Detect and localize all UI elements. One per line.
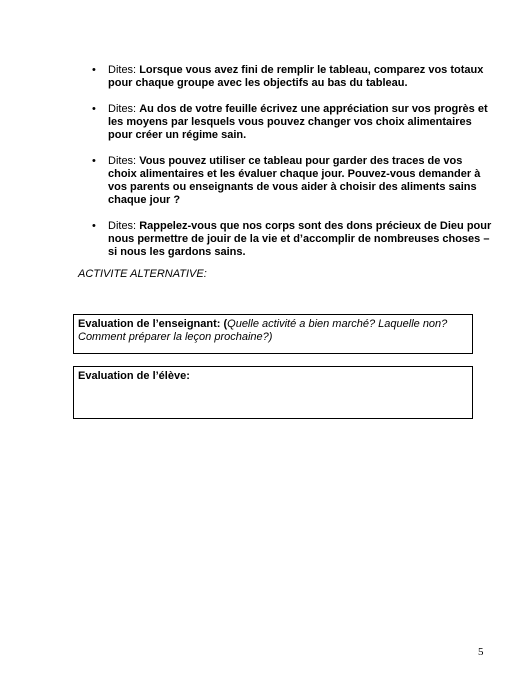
bullet-body: Au dos de votre feuille écrivez une appréciation sur vos progrès et les moyens par lesquels vous pouvez changer vos choix alimentaires pour créer un régime sain. (108, 103, 488, 141)
bullet-lead: Dites: (108, 64, 140, 76)
bullet-marker: • (92, 155, 96, 167)
bullet-lead: Dites: (108, 103, 140, 115)
teacher-evaluation-note: Quelle activité a bien marché? Laquelle non? Comment préparer la leçon prochaine?) (78, 318, 448, 343)
bullet-marker: • (92, 64, 96, 76)
list-item (84, 220, 494, 259)
bullet-body: Vous pouvez utiliser ce tableau pour garder des traces de vos choix alimentaires et les évaluer chaque jour. Pouvez-vous demander à vos parents ou enseignants de vous aider à choisir des aliments sains chaque jour ? (108, 155, 481, 206)
bullet-lead: Dites: (108, 220, 140, 232)
list-item (84, 103, 494, 142)
bullet-text (108, 220, 491, 258)
student-evaluation-box (73, 366, 473, 419)
student-evaluation-label: Evaluation de l’élève: (78, 370, 190, 382)
instruction-list (84, 64, 494, 272)
bullet-body: Lorsque vous avez fini de remplir le tableau, comparez vos totaux pour chaque groupe avec les objectifs au bas du tableau. (108, 64, 484, 89)
alternative-activity-heading: ACTIVITE ALTERNATIVE: (78, 268, 207, 280)
teacher-evaluation-label: Evaluation de l’enseignant: ( (78, 318, 228, 330)
teacher-evaluation-box (73, 314, 473, 354)
bullet-text (108, 64, 483, 89)
bullet-marker: • (92, 220, 96, 232)
list-item (84, 155, 494, 207)
bullet-text (108, 103, 488, 141)
bullet-marker: • (92, 103, 96, 115)
bullet-body: Rappelez-vous que nos corps sont des dons précieux de Dieu pour nous permettre de jouir de la vie et d’accomplir de nombreuses choses – si nous les gardons sains. (108, 220, 492, 258)
page-number: 5 (478, 646, 484, 658)
bullet-lead: Dites: (108, 155, 140, 167)
list-item (84, 64, 494, 90)
bullet-text (108, 155, 480, 206)
